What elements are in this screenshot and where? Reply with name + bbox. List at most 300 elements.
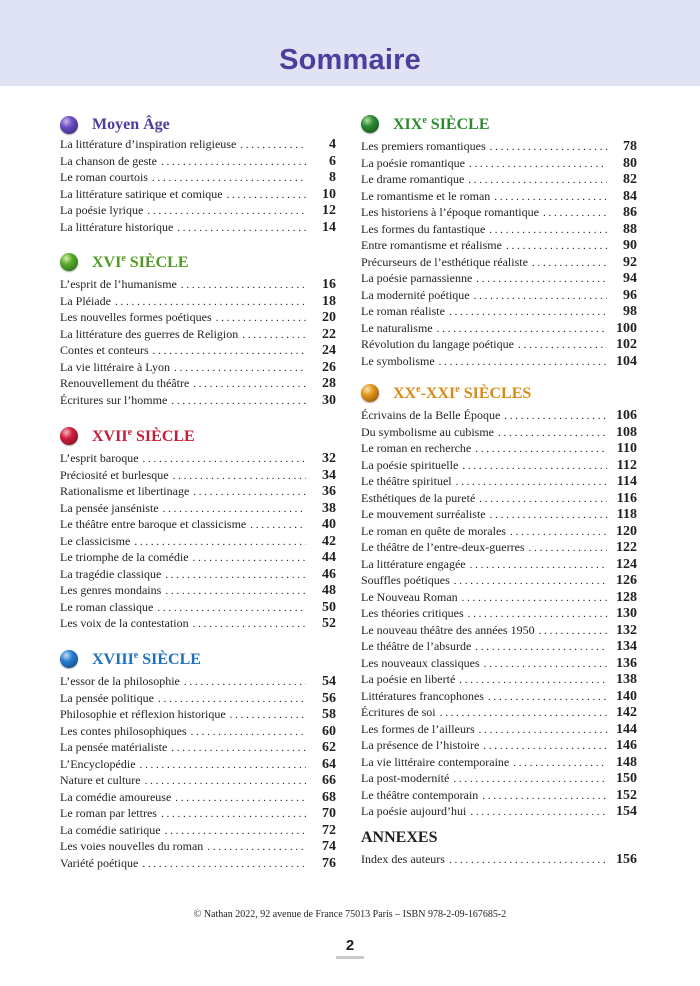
toc-entry-page-number: 16 bbox=[322, 277, 336, 292]
dot-leader bbox=[143, 451, 306, 468]
toc-entry-title: Variété poétique bbox=[60, 855, 139, 870]
toc-entry[interactable] bbox=[60, 450, 336, 467]
dot-leader bbox=[482, 788, 607, 805]
toc-entry-page-number: 38 bbox=[322, 500, 336, 516]
dot-leader bbox=[193, 616, 306, 633]
toc-entry[interactable] bbox=[361, 138, 637, 155]
toc-entry-title: L’essor de la philosophie bbox=[60, 674, 180, 688]
toc-entry[interactable] bbox=[361, 506, 637, 523]
toc-entry-page-number: 130 bbox=[616, 606, 637, 621]
toc-entry[interactable] bbox=[60, 375, 336, 392]
toc-entry-page-number: 144 bbox=[616, 721, 637, 737]
toc-entry[interactable] bbox=[60, 483, 336, 500]
dot-leader bbox=[207, 839, 306, 856]
dot-leader bbox=[153, 343, 306, 360]
dot-leader bbox=[479, 491, 607, 508]
toc-entry[interactable] bbox=[361, 171, 637, 188]
toc-entry-page-number: 78 bbox=[623, 139, 637, 154]
toc-entry[interactable] bbox=[60, 615, 336, 632]
toc-entry[interactable] bbox=[60, 855, 336, 872]
toc-entry-page-number: 46 bbox=[322, 566, 336, 582]
dot-leader bbox=[476, 271, 607, 288]
toc-entry[interactable] bbox=[60, 549, 336, 566]
toc-entry-page-number: 126 bbox=[616, 573, 637, 588]
toc-entry[interactable] bbox=[361, 737, 637, 754]
toc-entry-page-number: 154 bbox=[616, 804, 637, 819]
green-bullet-icon bbox=[60, 253, 78, 271]
toc-entry[interactable] bbox=[361, 336, 637, 353]
toc-entry-title: Le roman par lettres bbox=[60, 806, 157, 820]
dot-leader bbox=[504, 408, 607, 425]
toc-entry-title: Rationalisme et libertinage bbox=[60, 484, 190, 498]
toc-entry-title: La modernité poétique bbox=[361, 287, 470, 302]
page-number-rule bbox=[336, 956, 364, 959]
toc-entry-title: Le romantisme et le roman bbox=[361, 188, 491, 203]
toc-entry-title: La poésie en liberté bbox=[361, 672, 456, 686]
toc-entry-page-number: 14 bbox=[322, 219, 336, 235]
toc-entry-title: Littératures francophones bbox=[361, 688, 484, 703]
toc-entry-title: La poésie lyrique bbox=[60, 203, 144, 217]
toc-entry[interactable] bbox=[361, 320, 637, 337]
toc-entry-page-number: 30 bbox=[322, 392, 336, 408]
toc-entry-page-number: 140 bbox=[616, 688, 637, 704]
toc-entry-title: Les premiers romantiques bbox=[361, 139, 486, 153]
toc-entry-page-number: 24 bbox=[322, 343, 336, 358]
toc-entry[interactable] bbox=[60, 293, 336, 310]
toc-list-moyen-age bbox=[60, 136, 336, 235]
toc-entry-title: Le roman en recherche bbox=[361, 441, 472, 455]
dot-leader bbox=[193, 484, 306, 501]
toc-entry-page-number: 108 bbox=[616, 424, 637, 440]
page-number: 2 bbox=[345, 937, 355, 954]
dot-leader bbox=[449, 852, 607, 869]
toc-entry[interactable] bbox=[361, 572, 637, 589]
toc-entry[interactable] bbox=[60, 186, 336, 203]
dot-leader bbox=[468, 172, 607, 189]
dot-leader bbox=[488, 689, 607, 706]
toc-entry-page-number: 60 bbox=[322, 723, 336, 739]
toc-entry-page-number: 112 bbox=[616, 457, 637, 473]
toc-entry[interactable] bbox=[361, 851, 637, 868]
toc-entry[interactable] bbox=[361, 204, 637, 221]
toc-entry-title: Renouvellement du théâtre bbox=[60, 376, 190, 390]
toc-entry[interactable] bbox=[60, 467, 336, 484]
toc-entry[interactable] bbox=[361, 671, 637, 688]
dot-leader bbox=[475, 441, 607, 458]
toc-entry-title: La littérature des guerres de Religion bbox=[60, 326, 239, 341]
toc-entry-title: La poésie spirituelle bbox=[361, 457, 459, 472]
toc-entry[interactable] bbox=[361, 803, 637, 820]
toc-entry[interactable] bbox=[361, 754, 637, 771]
toc-entry-title: Le théâtre de l’entre-deux-guerres bbox=[361, 540, 525, 554]
toc-entry-title: Les formes de l’ailleurs bbox=[361, 721, 475, 736]
toc-entry-page-number: 36 bbox=[322, 484, 336, 499]
toc-entry-title: Philosophie et réflexion historique bbox=[60, 707, 226, 721]
dot-leader bbox=[532, 255, 607, 272]
dot-leader bbox=[469, 156, 607, 173]
toc-entry[interactable] bbox=[60, 582, 336, 599]
toc-entry[interactable] bbox=[60, 219, 336, 236]
dot-leader bbox=[171, 393, 306, 410]
toc-entry-title: Préciosité et burlesque bbox=[60, 467, 169, 482]
toc-entry-page-number: 12 bbox=[322, 203, 336, 218]
dot-leader bbox=[163, 501, 306, 518]
toc-entry[interactable] bbox=[361, 622, 637, 639]
toc-entry[interactable] bbox=[361, 787, 637, 804]
dot-leader bbox=[191, 724, 306, 741]
toc-entry-page-number: 110 bbox=[616, 441, 637, 456]
toc-entry-page-number: 32 bbox=[322, 451, 336, 466]
toc-entry-page-number: 52 bbox=[322, 616, 336, 631]
toc-entry-page-number: 94 bbox=[623, 271, 637, 286]
dot-leader bbox=[494, 189, 607, 206]
dot-leader bbox=[489, 222, 607, 239]
toc-entry-page-number: 92 bbox=[623, 254, 637, 270]
dot-leader bbox=[490, 507, 607, 524]
toc-entry-page-number: 50 bbox=[322, 599, 336, 615]
toc-entry[interactable] bbox=[60, 342, 336, 359]
toc-entry[interactable] bbox=[60, 739, 336, 756]
toc-entry[interactable] bbox=[361, 221, 637, 238]
toc-entry-title: L’Encyclopédie bbox=[60, 756, 136, 771]
toc-entry[interactable] bbox=[361, 473, 637, 490]
toc-entry[interactable] bbox=[361, 605, 637, 622]
dot-leader bbox=[161, 154, 306, 171]
toc-entry[interactable] bbox=[60, 805, 336, 822]
green-bullet-icon bbox=[361, 115, 379, 133]
toc-entry-title: Écrivains de la Belle Époque bbox=[361, 408, 501, 422]
toc-entry-page-number: 34 bbox=[322, 467, 336, 483]
dot-leader bbox=[184, 674, 306, 691]
toc-entry-page-number: 56 bbox=[322, 690, 336, 706]
red-bullet-icon bbox=[60, 427, 78, 445]
toc-entry-title: Les voies nouvelles du roman bbox=[60, 839, 204, 853]
toc-entry[interactable] bbox=[361, 523, 637, 540]
toc-entry-title: La tragédie classique bbox=[60, 566, 162, 581]
toc-entry-title: La comédie amoureuse bbox=[60, 789, 172, 804]
toc-entry[interactable] bbox=[361, 440, 637, 457]
dot-leader bbox=[227, 187, 306, 204]
toc-entry[interactable] bbox=[361, 490, 637, 507]
toc-entry[interactable] bbox=[361, 155, 637, 172]
dot-leader bbox=[115, 294, 306, 311]
toc-entry-title: La pensée matérialiste bbox=[60, 740, 168, 754]
toc-entry[interactable] bbox=[361, 655, 637, 672]
toc-entry[interactable] bbox=[60, 789, 336, 806]
dot-leader bbox=[230, 707, 306, 724]
toc-entry-page-number: 106 bbox=[616, 408, 637, 423]
dot-leader bbox=[158, 691, 306, 708]
toc-entry-page-number: 102 bbox=[616, 337, 637, 352]
section-header-xvi bbox=[60, 249, 189, 275]
page-title: Sommaire bbox=[279, 44, 421, 76]
toc-entry-title: Contes et conteurs bbox=[60, 343, 149, 357]
toc-entry-page-number: 6 bbox=[329, 153, 336, 169]
toc-entry-title: La pensée janséniste bbox=[60, 500, 159, 515]
dot-leader bbox=[510, 524, 607, 541]
toc-entry-title: Le naturalisme bbox=[361, 320, 433, 335]
toc-entry[interactable] bbox=[60, 392, 336, 409]
toc-entry-title: La comédie satirique bbox=[60, 822, 161, 837]
section-title: Moyen Âge bbox=[92, 116, 170, 133]
toc-entry-title: Le théâtre entre baroque et classicisme bbox=[60, 517, 247, 531]
dot-leader bbox=[242, 327, 306, 344]
dot-leader bbox=[453, 771, 607, 788]
toc-list-annexes bbox=[361, 851, 637, 868]
toc-entry-page-number: 58 bbox=[322, 707, 336, 722]
dot-leader bbox=[250, 517, 306, 534]
toc-entry-page-number: 44 bbox=[322, 550, 336, 565]
toc-entry-title: Les nouvelles formes poétiques bbox=[60, 310, 212, 324]
toc-entry-page-number: 80 bbox=[623, 155, 637, 171]
section-title: XVIIe SIÈCLE bbox=[92, 426, 195, 445]
purple-bullet-icon bbox=[60, 116, 78, 134]
dot-leader bbox=[498, 425, 607, 442]
dot-leader bbox=[193, 376, 306, 393]
section-title: XVIIIe SIÈCLE bbox=[92, 649, 201, 668]
toc-entry[interactable] bbox=[361, 287, 637, 304]
dot-leader bbox=[181, 277, 306, 294]
toc-entry[interactable] bbox=[361, 424, 637, 441]
toc-entry-page-number: 96 bbox=[623, 287, 637, 303]
toc-entry-page-number: 138 bbox=[616, 672, 637, 687]
toc-entry-title: La poésie romantique bbox=[361, 155, 465, 170]
toc-entry-page-number: 76 bbox=[322, 855, 336, 871]
toc-entry-title: Esthétiques de la pureté bbox=[361, 490, 476, 505]
toc-entry[interactable] bbox=[361, 704, 637, 721]
dot-leader bbox=[506, 238, 607, 255]
toc-entry-title: La présence de l’histoire bbox=[361, 738, 480, 752]
toc-entry-title: Le Nouveau Roman bbox=[361, 589, 458, 604]
dot-leader bbox=[165, 823, 306, 840]
dot-leader bbox=[529, 540, 607, 557]
toc-entry[interactable] bbox=[60, 673, 336, 690]
toc-entry-title: Souffles poétiques bbox=[361, 573, 450, 587]
toc-entry-title: Le nouveau théâtre des années 1950 bbox=[361, 622, 535, 637]
toc-entry-title: Le mouvement surréaliste bbox=[361, 507, 486, 521]
toc-entry[interactable] bbox=[60, 756, 336, 773]
dot-leader bbox=[454, 573, 607, 590]
toc-entry-page-number: 150 bbox=[616, 771, 637, 786]
toc-entry[interactable] bbox=[361, 638, 637, 655]
toc-entry[interactable] bbox=[361, 407, 637, 424]
toc-entry-page-number: 22 bbox=[322, 326, 336, 342]
toc-entry[interactable] bbox=[60, 566, 336, 583]
toc-entry[interactable] bbox=[60, 153, 336, 170]
toc-entry-title: Le théâtre contemporain bbox=[361, 787, 479, 802]
toc-entry-page-number: 28 bbox=[322, 376, 336, 391]
toc-entry-page-number: 136 bbox=[616, 655, 637, 671]
section-header-xvii bbox=[60, 423, 195, 449]
toc-entry-title: Le roman courtois bbox=[60, 170, 148, 184]
toc-entry-title: La littérature satirique et comique bbox=[60, 186, 223, 201]
toc-entry-page-number: 74 bbox=[322, 839, 336, 854]
dot-leader bbox=[193, 550, 306, 567]
dot-leader bbox=[543, 205, 607, 222]
toc-entry[interactable] bbox=[60, 533, 336, 550]
toc-entry[interactable] bbox=[60, 822, 336, 839]
toc-entry[interactable] bbox=[361, 254, 637, 271]
toc-entry-title: Nature et culture bbox=[60, 773, 141, 787]
dot-leader bbox=[437, 321, 607, 338]
dot-leader bbox=[174, 360, 306, 377]
dot-leader bbox=[449, 304, 607, 321]
toc-entry-title: Écritures sur l’homme bbox=[60, 392, 168, 407]
toc-entry-page-number: 146 bbox=[616, 738, 637, 753]
toc-entry-page-number: 72 bbox=[322, 822, 336, 838]
toc-entry[interactable] bbox=[361, 270, 637, 287]
toc-list-xix bbox=[361, 138, 637, 369]
toc-entry-title: Les genres mondains bbox=[60, 583, 162, 597]
toc-entry-title: Les théories critiques bbox=[361, 606, 464, 620]
toc-entry[interactable] bbox=[60, 276, 336, 293]
dot-leader bbox=[177, 220, 306, 237]
toc-list-xviii bbox=[60, 673, 336, 871]
toc-entry-page-number: 68 bbox=[322, 789, 336, 805]
toc-entry[interactable] bbox=[60, 326, 336, 343]
section-title: XXe-XXIe SIÈCLES bbox=[393, 383, 532, 402]
toc-entry-page-number: 104 bbox=[616, 353, 637, 369]
toc-entry[interactable] bbox=[60, 706, 336, 723]
toc-entry-page-number: 86 bbox=[623, 205, 637, 220]
toc-entry[interactable] bbox=[361, 303, 637, 320]
toc-entry-page-number: 42 bbox=[322, 533, 336, 549]
toc-entry-title: La poésie aujourd’hui bbox=[361, 804, 467, 818]
toc-entry-title: Précurseurs de l’esthétique réaliste bbox=[361, 254, 528, 269]
toc-entry[interactable] bbox=[60, 500, 336, 517]
dot-leader bbox=[171, 740, 306, 757]
toc-entry-title: Les voix de la contestation bbox=[60, 616, 189, 630]
toc-entry-title: Du symbolisme au cubisme bbox=[361, 424, 494, 439]
toc-entry-page-number: 114 bbox=[616, 474, 637, 489]
toc-entry-title: Le théâtre spirituel bbox=[361, 474, 452, 488]
toc-entry-title: La pensée politique bbox=[60, 690, 154, 705]
toc-entry[interactable] bbox=[60, 359, 336, 376]
toc-entry-title: La littérature historique bbox=[60, 219, 174, 234]
blue-bullet-icon bbox=[60, 650, 78, 668]
dot-leader bbox=[147, 203, 306, 220]
toc-entry[interactable] bbox=[361, 721, 637, 738]
toc-entry-page-number: 82 bbox=[623, 172, 637, 187]
toc-entry-page-number: 84 bbox=[623, 188, 637, 204]
dot-leader bbox=[439, 354, 607, 371]
toc-list-xx-xxi bbox=[361, 407, 637, 820]
toc-entry[interactable] bbox=[60, 599, 336, 616]
toc-entry[interactable] bbox=[60, 723, 336, 740]
toc-entry-page-number: 4 bbox=[329, 137, 336, 152]
dot-leader bbox=[470, 557, 607, 574]
toc-entry-page-number: 8 bbox=[329, 170, 336, 185]
toc-entry-page-number: 122 bbox=[616, 540, 637, 555]
toc-entry-title: La littérature d’inspiration religieuse bbox=[60, 137, 237, 151]
toc-entry-title: Les nouveaux classiques bbox=[361, 655, 480, 670]
toc-entry-page-number: 66 bbox=[322, 773, 336, 788]
dot-leader bbox=[145, 773, 306, 790]
dot-leader bbox=[240, 137, 306, 154]
toc-entry[interactable] bbox=[60, 772, 336, 789]
toc-entry-title: La vie littéraire à Lyon bbox=[60, 359, 170, 374]
toc-entry-page-number: 152 bbox=[616, 787, 637, 803]
toc-entry-title: Le roman en quête de morales bbox=[361, 523, 506, 538]
toc-entry-page-number: 40 bbox=[322, 517, 336, 532]
toc-entry[interactable] bbox=[60, 202, 336, 219]
dot-leader bbox=[518, 337, 607, 354]
toc-entry[interactable] bbox=[60, 136, 336, 153]
toc-entry-page-number: 134 bbox=[616, 639, 637, 654]
dot-leader bbox=[462, 590, 607, 607]
dot-leader bbox=[475, 639, 607, 656]
toc-entry[interactable] bbox=[361, 589, 637, 606]
toc-entry[interactable] bbox=[361, 353, 637, 370]
toc-entry[interactable] bbox=[60, 838, 336, 855]
dot-leader bbox=[165, 583, 306, 600]
annexes-title: ANNEXES bbox=[361, 829, 438, 846]
toc-entry[interactable] bbox=[361, 770, 637, 787]
dot-leader bbox=[484, 656, 607, 673]
toc-entry[interactable] bbox=[361, 539, 637, 556]
toc-entry[interactable] bbox=[361, 688, 637, 705]
toc-entry-page-number: 100 bbox=[616, 320, 637, 336]
section-header-xviii bbox=[60, 646, 201, 672]
toc-entry-title: Index des auteurs bbox=[361, 852, 445, 866]
toc-entry-title: L’esprit baroque bbox=[60, 451, 139, 465]
dot-leader bbox=[134, 534, 306, 551]
dot-leader bbox=[490, 139, 607, 156]
dot-leader bbox=[142, 856, 306, 873]
toc-entry-page-number: 54 bbox=[322, 674, 336, 689]
toc-entry[interactable] bbox=[60, 690, 336, 707]
section-title: XVIe SIÈCLE bbox=[92, 252, 189, 271]
toc-entry[interactable] bbox=[361, 556, 637, 573]
toc-entry-title: Les formes du fantastique bbox=[361, 221, 486, 236]
toc-entry-page-number: 20 bbox=[322, 310, 336, 325]
dot-leader bbox=[161, 806, 306, 823]
dot-leader bbox=[152, 170, 306, 187]
dot-leader bbox=[456, 474, 607, 491]
toc-entry[interactable] bbox=[361, 237, 637, 254]
toc-entry-title: La post-modernité bbox=[361, 771, 450, 785]
toc-entry-page-number: 118 bbox=[616, 507, 637, 522]
toc-entry-page-number: 18 bbox=[322, 293, 336, 309]
toc-entry-title: Le drame romantique bbox=[361, 172, 465, 186]
dot-leader bbox=[140, 757, 306, 774]
dot-leader bbox=[165, 567, 306, 584]
toc-entry[interactable] bbox=[361, 457, 637, 474]
toc-entry-title: Le roman réaliste bbox=[361, 304, 445, 318]
toc-entry-page-number: 132 bbox=[616, 622, 637, 638]
toc-entry-page-number: 62 bbox=[322, 740, 336, 755]
toc-entry[interactable] bbox=[60, 309, 336, 326]
dot-leader bbox=[539, 623, 607, 640]
section-header-moyen-age bbox=[60, 112, 170, 138]
toc-entry-title: Écritures de soi bbox=[361, 705, 436, 719]
section-header-xx-xxi bbox=[361, 380, 531, 406]
toc-entry[interactable] bbox=[60, 516, 336, 533]
toc-entry-page-number: 128 bbox=[616, 589, 637, 605]
dot-leader bbox=[483, 738, 607, 755]
toc-entry-page-number: 26 bbox=[322, 359, 336, 375]
toc-entry-page-number: 48 bbox=[322, 583, 336, 598]
toc-entry-title: Le triomphe de la comédie bbox=[60, 550, 189, 564]
section-header-xix bbox=[361, 111, 490, 137]
toc-list-xvi bbox=[60, 276, 336, 408]
toc-entry[interactable] bbox=[60, 169, 336, 186]
toc-entry-title: La Pléiade bbox=[60, 293, 111, 308]
orange-bullet-icon bbox=[361, 384, 379, 402]
toc-entry-page-number: 116 bbox=[616, 490, 637, 506]
toc-entry[interactable] bbox=[361, 188, 637, 205]
toc-entry-title: L’esprit de l’humanisme bbox=[60, 277, 177, 291]
